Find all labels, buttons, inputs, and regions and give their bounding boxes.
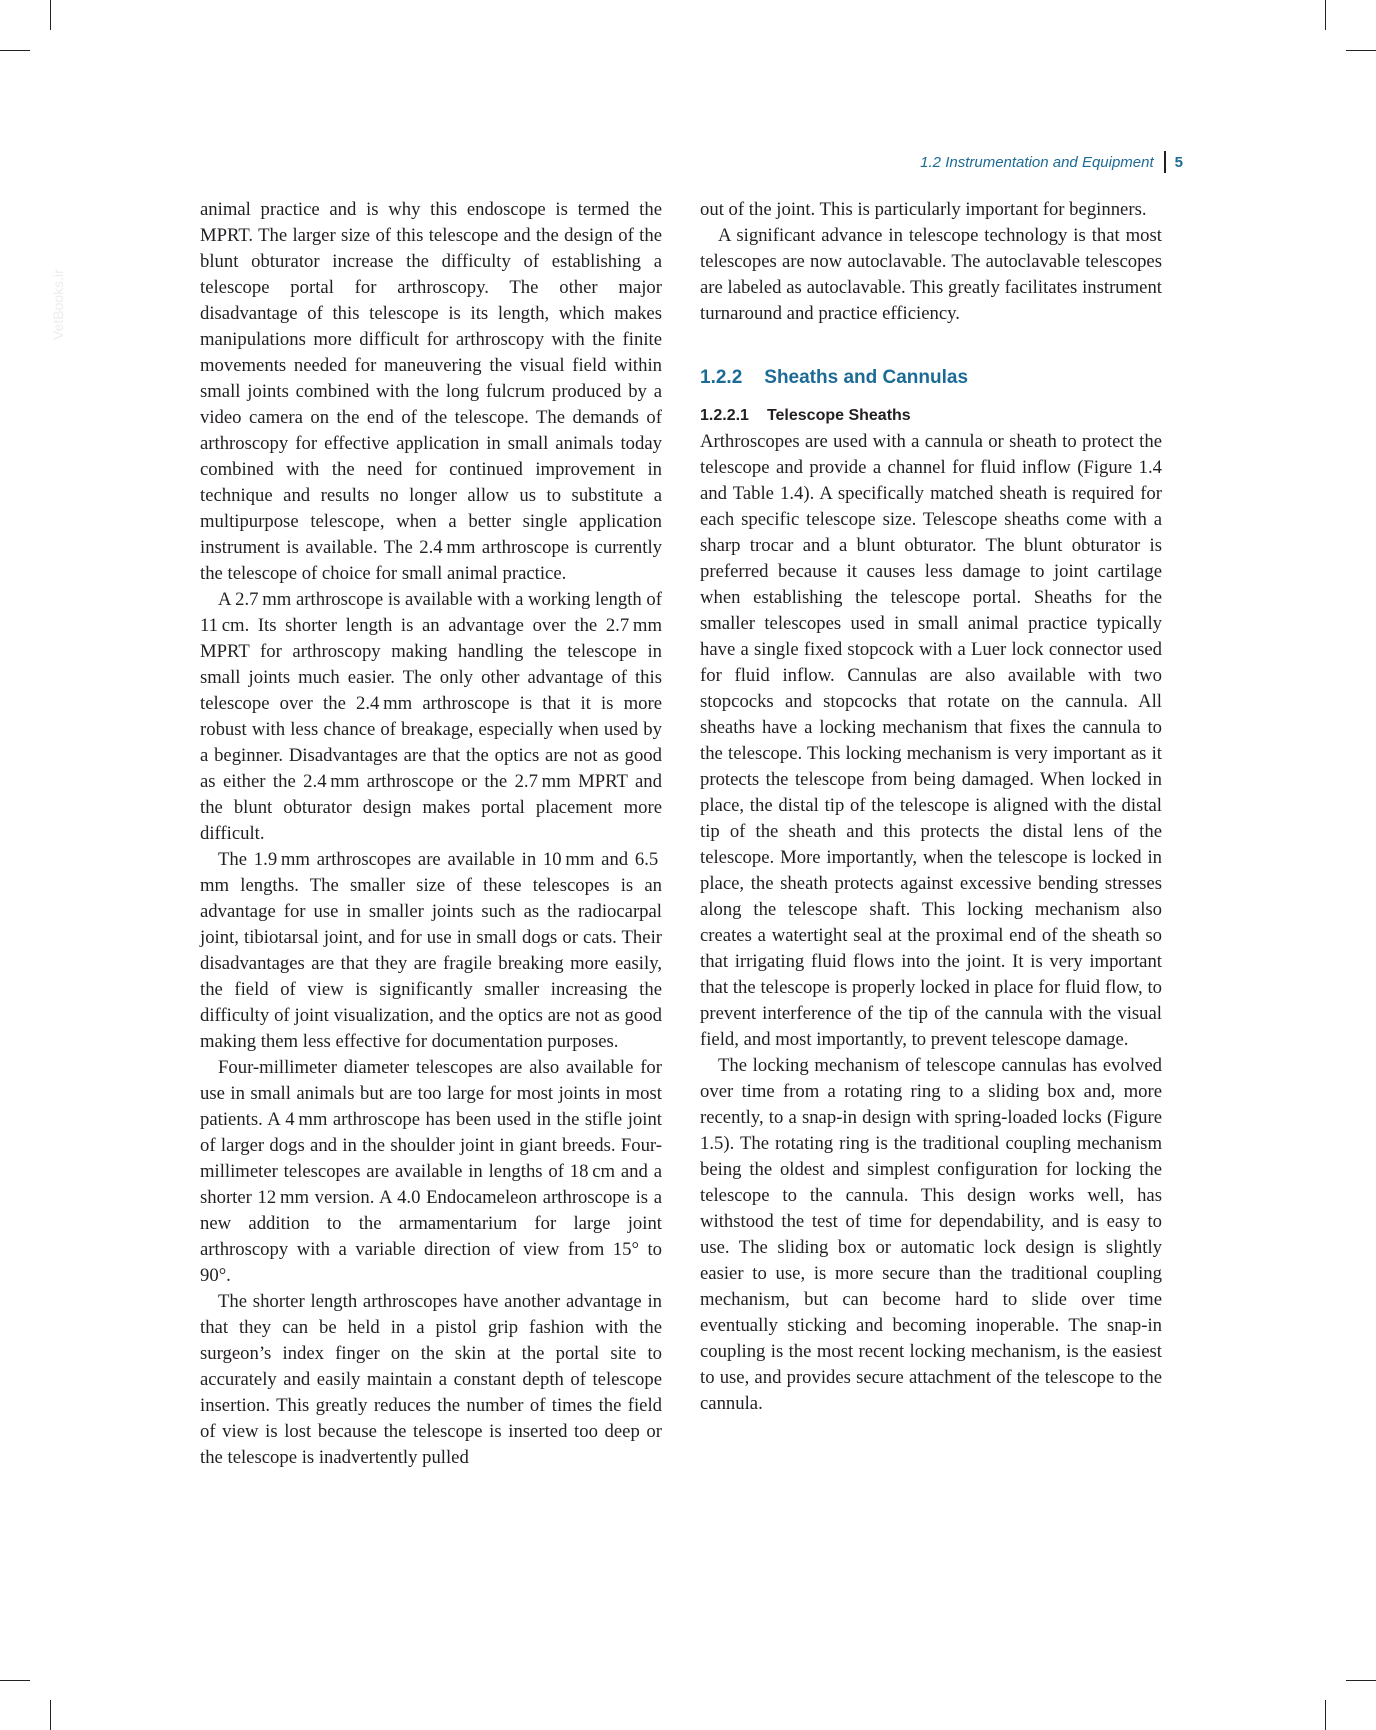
section-number: 1.2.2: [700, 367, 743, 388]
left-column: [200, 197, 662, 1471]
crop-mark: [50, 1700, 51, 1730]
paragraph: A 2.7 mm arthroscope is available with a working length of 11 cm. Its shorter length is an advantage over the 2.7 mm MPRT for arthroscopy making handling the telescope in small joints much easier. The only other advantage of this telescope over the 2.4 mm arthroscope is that it is more robust with less chance of breakage, especially when used by a beginner. Disadvantages are that the optics are not as good as either the 2.4 mm arthroscope or the 2.7 mm MPRT and the blunt obturator design makes portal placement more difficult.: [200, 589, 662, 844]
running-head: [800, 150, 1183, 174]
crop-mark: [1325, 1700, 1326, 1730]
page-number: 5: [1174, 153, 1183, 171]
crop-mark: [1346, 50, 1376, 51]
crop-mark: [1346, 1680, 1376, 1681]
paragraph: A significant advance in telescope technology is that most telescopes are now autoclavable. The autoclavable telescopes are labeled as autoclavable. This greatly facilitates instrument turnaround and practice efficiency.: [700, 225, 1162, 324]
paragraph: out of the joint. This is particularly important for beginners.: [700, 199, 1147, 220]
paragraph: The shorter length arthroscopes have another advantage in that they can be held in a pistol grip fashion with the surgeon’s index finger on the skin at the portal site to accurately and easily maintain a constant depth of telescope insertion. This greatly reduces the number of times the field of view is lost because the telescope is inserted too deep or the telescope is inadvertently pulled: [200, 1291, 662, 1468]
subsection-number: 1.2.2.1: [700, 407, 749, 424]
watermark: VetBooks.ir: [50, 269, 66, 340]
running-head-title: 1.2 Instrumentation and Equipment: [920, 153, 1154, 171]
paragraph: The 1.9 mm arthroscopes are available in 10 mm and 6.5 mm lengths. The smaller size of these telescopes is an advantage for use in smaller joints such as the radiocarpal joint, tibiotarsal joint, and for use in small dogs or cats. Their disadvantages are that they are fragile breaking more easily, the field of view is significantly smaller increasing the difficulty of joint visualization, and the optics are not as good making them less effective for documentation purposes.: [200, 849, 662, 1052]
crop-mark: [0, 50, 30, 51]
paragraph: The locking mechanism of telescope cannulas has evolved over time from a rotating ring to a sliding box and, more recently, to a snap-in design with spring-loaded locks (Figure 1.5). The rotating ring is the traditional coupling mechanism being the oldest and simplest configuration for locking the telescope to the cannula. This design works well, has withstood the test of time for dependability, and is easy to use. The sliding box or automatic lock design is slightly easier to use, is more secure than the traditional coupling mechanism, but can become hard to slide over time eventually sticking and becoming inoperable. The snap-in coupling is the most recent locking mechanism, is the easiest to use, and provides secure attachment of the telescope to the cannula.: [700, 1055, 1162, 1414]
crop-mark: [50, 0, 51, 30]
paragraph: Arthroscopes are used with a cannula or sheath to protect the telescope and provide a channel for fluid inflow (Figure 1.4 and Table 1.4). A specifically matched sheath is required for each specific telescope size. Telescope sheaths come with a sharp trocar and a blunt obturator. The blunt obturator is preferred because it causes less damage to joint cartilage when establishing the telescope portal. Sheaths for the smaller telescopes used in small animal practice typically have a single fixed stopcock with a Luer lock connector used for fluid inflow. Cannulas are also available with two stopcocks and stopcocks that rotate on the cannula. All sheaths have a locking mechanism that fixes the cannula to the telescope. This locking mechanism is very important as it protects the telescope from being damaged. When locked in place, the distal tip of the telescope is aligned with the distal tip of the sheath and this protects the distal lens of the telescope. More importantly, when the telescope is locked in place, the sheath protects against excessive bending stresses along the telescope shaft. This locking mechanism also creates a watertight seal at the proximal end of the sheath so that irrigating fluid flows into the joint. It is very important that the telescope is properly locked in place for fluid flow, to prevent interference of the tip of the cannula with the visual field, and most importantly, to prevent telescope damage.: [700, 431, 1162, 1050]
crop-mark: [1325, 0, 1326, 30]
right-column: [700, 197, 1162, 1417]
subsection-title: Telescope Sheaths: [766, 407, 911, 424]
paragraph: Four-millimeter diameter telescopes are also available for use in small animals but are too large for most joints in most patients. A 4 mm arthroscope has been used in the stifle joint of larger dogs and in the shoulder joint in giant breeds. Four-millimeter telescopes are available in lengths of 18 cm and a shorter 12 mm version. A 4.0 Endocameleon arthroscope is a new addition to the armamentarium for large joint arthroscopy with a variable direction of view from 15° to 90°.: [200, 1057, 662, 1286]
running-head-rule: [1164, 151, 1166, 173]
section-title: Sheaths and Cannulas: [764, 367, 969, 388]
paragraph: animal practice and is why this endoscope is termed the MPRT. The larger size of this telescope and the design of the blunt obturator increase the difficulty of establishing a telescope portal for arthroscopy. The other major disadvantage of this telescope is its length, which makes manipulations more difficult for arthroscopy with the finite movements needed for maneuvering the visual field within small joints combined with the long fulcrum produced by a video camera on the end of the telescope. The demands of arthroscopy for effective application in small animals today combined with the need for continued improvement in technique and results no longer allow us to substitute a multipurpose telescope, when a better single application instrument is available. The 2.4 mm arthroscope is currently the telescope of choice for small animal practice.: [200, 199, 662, 584]
crop-mark: [0, 1680, 30, 1681]
section-heading: [700, 365, 1162, 391]
subsection-heading: [700, 403, 1162, 429]
